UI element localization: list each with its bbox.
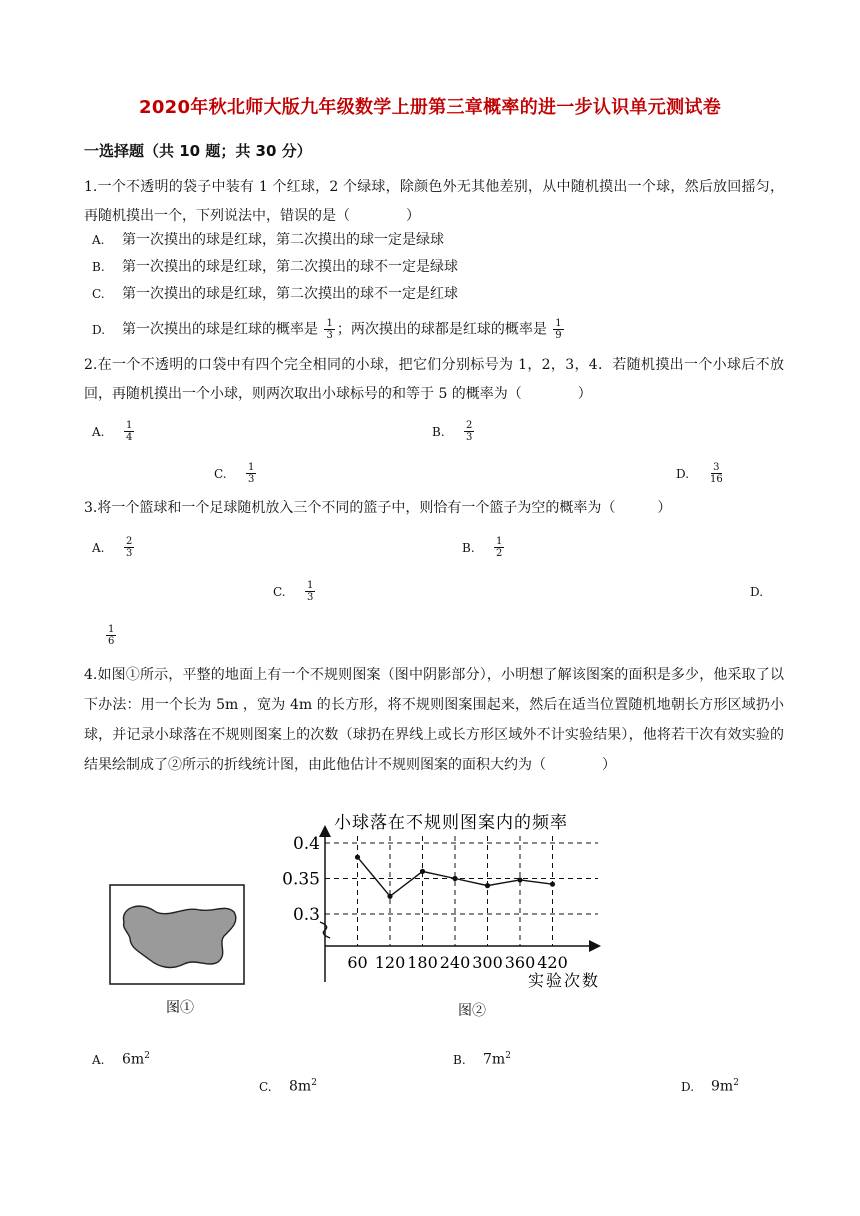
option-letter: C. xyxy=(259,1079,272,1094)
q4-option-d[interactable] xyxy=(681,1073,739,1097)
data-point xyxy=(452,876,457,881)
fraction-numerator: 1 xyxy=(108,624,115,635)
data-point xyxy=(485,883,490,888)
data-point xyxy=(420,869,425,874)
x-axis-label: 实验次数 xyxy=(527,971,600,990)
figure-1-caption: 图① xyxy=(166,1000,194,1016)
fraction xyxy=(494,536,504,559)
question-3-stem: 3.将一个篮球和一个足球随机放入三个不同的篮子中，则恰有一个篮子为空的概率为（ ） xyxy=(84,500,672,516)
option-text: 第一次摸出的球是红球，第二次摸出的球不一定是绿球 xyxy=(122,259,458,275)
fraction-denominator: 3 xyxy=(466,432,473,443)
q4-option-a[interactable] xyxy=(92,1046,150,1070)
x-tick-label: 120 xyxy=(374,953,406,972)
option-letter: C. xyxy=(92,287,105,301)
data-point xyxy=(550,882,555,887)
fraction-denominator: 3 xyxy=(307,592,314,603)
x-tick-label: 420 xyxy=(537,953,568,972)
y-tick-label: 0.35 xyxy=(282,869,320,890)
x-tick-label: 300 xyxy=(472,953,503,972)
fraction-denominator: 9 xyxy=(555,330,562,341)
fraction xyxy=(246,462,256,485)
section-header: 一选择题（共 10 题；共 30 分） xyxy=(84,142,312,160)
fraction xyxy=(305,580,315,603)
fraction-denominator: 3 xyxy=(326,330,333,341)
fraction-denominator: 3 xyxy=(126,548,133,559)
q3-option-b[interactable] xyxy=(462,536,506,559)
q3-option-c[interactable] xyxy=(273,580,317,603)
fraction-denominator: 3 xyxy=(248,474,255,485)
fraction-denominator: 2 xyxy=(496,548,503,559)
fraction-denominator: 4 xyxy=(126,432,133,443)
fraction-numerator: 3 xyxy=(713,462,720,473)
data-point xyxy=(355,855,360,860)
option-letter: B. xyxy=(92,260,105,274)
q1-option-c[interactable] xyxy=(92,284,458,304)
q3-option-d[interactable] xyxy=(750,582,780,602)
figure-1 xyxy=(100,878,260,1018)
option-letter: C. xyxy=(214,466,227,481)
superscript: 2 xyxy=(144,1051,150,1061)
option-value: 7m xyxy=(483,1051,506,1068)
option-text: 第一次摸出的球是红球的概率是 xyxy=(122,321,318,338)
superscript: 2 xyxy=(505,1051,511,1061)
q2-option-c[interactable] xyxy=(214,462,258,485)
fraction-numerator: 1 xyxy=(326,318,333,329)
y-tick-label: 0.3 xyxy=(292,905,320,925)
q4-option-c[interactable] xyxy=(259,1073,317,1097)
q2-option-d[interactable] xyxy=(676,462,727,485)
option-letter: A. xyxy=(92,1052,105,1067)
option-value: 9m xyxy=(711,1078,734,1095)
option-letter: D. xyxy=(92,322,106,337)
fraction-denominator: 16 xyxy=(710,474,723,485)
figure-2-chart xyxy=(280,806,640,1026)
option-letter: B. xyxy=(462,540,475,555)
question-4-stem: 4.如图①所示，平整的地面上有一个不规则图案（图中阴影部分），小明想了解该图案的面积是多少，他采取了以下办法：用一个长为 5m ，宽为 4m 的长方形，将不规则图案围起来，然后在适当位置随机地朝长方形区域扔小球，并记录小球落在不规则图案上的次数（球扔在界线上或长方形区域外不计实验结果），他将若干次有效实验的结果绘制成了②所示的折线统计图，由此他估计不规则图案的面积大约为（ ） xyxy=(84,667,784,773)
chart-title: 小球落在不规则图案内的频率 xyxy=(334,813,568,833)
fraction xyxy=(324,318,334,341)
data-point xyxy=(387,894,392,899)
fraction-numerator: 2 xyxy=(126,536,133,547)
q3-option-d-value xyxy=(104,624,118,647)
option-letter: C. xyxy=(273,584,286,599)
fraction xyxy=(106,624,116,647)
option-letter: A. xyxy=(92,233,105,247)
y-tick-labels xyxy=(282,834,320,925)
question-2-stem: 2.在一个不透明的口袋中有四个完全相同的小球，把它们分别标号为 1，2，3，4．若随机摸出一个小球后不放回，再随机摸出一个小球，则两次取出小球标号的和等于 5 的概率为（ ） xyxy=(84,357,784,402)
option-letter: B. xyxy=(453,1052,466,1067)
x-tick-label: 360 xyxy=(504,953,536,972)
fraction-numerator: 1 xyxy=(555,318,562,329)
x-tick-label: 60 xyxy=(347,953,368,972)
q2-option-a[interactable] xyxy=(92,420,136,443)
q1-option-b[interactable] xyxy=(92,257,458,277)
q1-option-d[interactable] xyxy=(92,318,566,341)
q2-option-b[interactable] xyxy=(432,420,476,443)
superscript: 2 xyxy=(311,1078,317,1088)
fraction xyxy=(124,536,134,559)
fraction-numerator: 2 xyxy=(466,420,473,431)
y-tick-label: 0.4 xyxy=(292,834,320,854)
figure-2-caption: 图② xyxy=(458,1003,486,1019)
option-letter: A. xyxy=(92,424,105,439)
option-letter: D. xyxy=(750,585,764,599)
option-value: 6m xyxy=(122,1051,145,1068)
option-text: ；两次摸出的球都是红球的概率是 xyxy=(336,321,547,338)
q3-option-a[interactable] xyxy=(92,536,136,559)
option-text: 第一次摸出的球是红球，第二次摸出的球一定是绿球 xyxy=(122,232,444,248)
fraction xyxy=(708,462,725,485)
fraction-numerator: 1 xyxy=(496,536,503,547)
fraction xyxy=(124,420,134,443)
page-title: 2020年秋北师大版九年级数学上册第三章概率的进一步认识单元测试卷 xyxy=(139,97,721,118)
option-letter: B. xyxy=(432,424,445,439)
x-tick-label: 240 xyxy=(439,953,471,972)
option-letter: D. xyxy=(681,1079,695,1094)
chart-grid xyxy=(325,836,598,946)
option-text: 第一次摸出的球是红球，第二次摸出的球不一定是红球 xyxy=(122,286,458,302)
q1-option-a[interactable] xyxy=(92,230,444,250)
superscript: 2 xyxy=(733,1078,739,1088)
x-tick-labels xyxy=(347,953,567,972)
data-point xyxy=(517,877,522,882)
q4-option-b[interactable] xyxy=(453,1046,511,1070)
option-letter: A. xyxy=(92,540,105,555)
fraction-numerator: 1 xyxy=(248,462,255,473)
fraction-numerator: 1 xyxy=(307,580,314,591)
axis-break xyxy=(320,922,330,938)
fraction xyxy=(553,318,563,341)
option-letter: D. xyxy=(676,466,690,481)
fraction-numerator: 1 xyxy=(126,420,133,431)
fraction xyxy=(464,420,474,443)
x-tick-label: 180 xyxy=(407,953,438,972)
fraction-denominator: 6 xyxy=(108,636,115,647)
question-1-stem: 1.一个不透明的袋子中装有 1 个红球，2 个绿球，除颜色外无其他差别，从中随机摸出一个球，然后放回摇匀，再随机摸出一个，下列说法中，错误的是（ ） xyxy=(84,179,784,224)
option-value: 8m xyxy=(289,1078,312,1095)
